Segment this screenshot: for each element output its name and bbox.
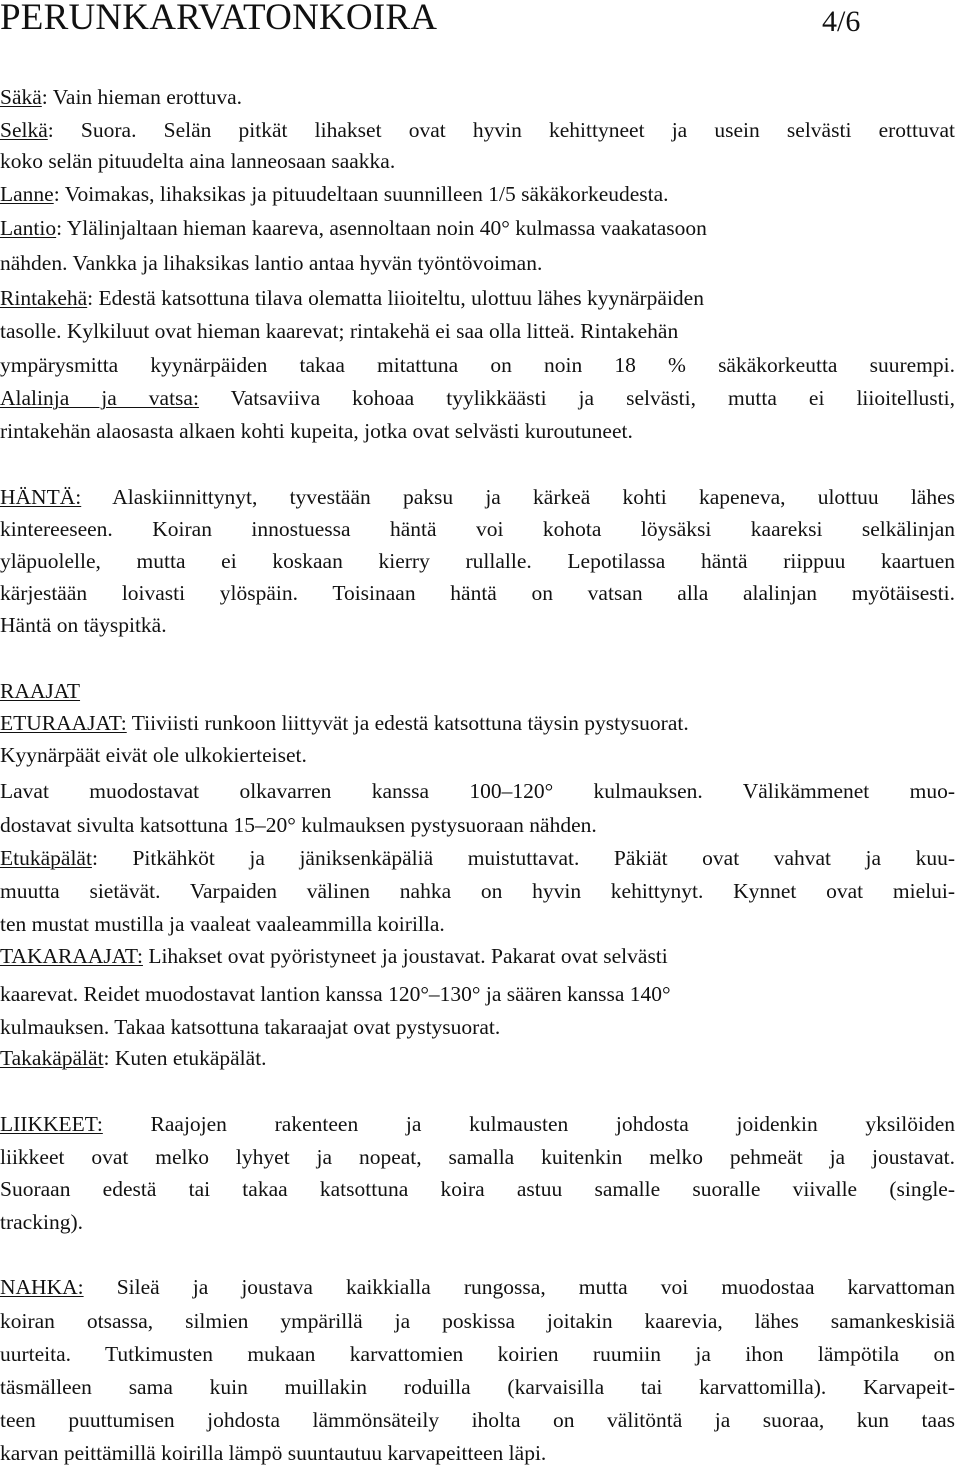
text-line <box>0 1306 955 1336</box>
section-line <box>0 843 955 873</box>
line-text: liikkeet ovat melko lyhyet ja nopeat, samalla kuitenkin melko pehmeät ja joustavat. <box>0 1145 955 1169</box>
text-line <box>0 248 955 278</box>
line-text: Alaskiinnittynyt, tyvestään paksu ja kärkeä kohti kapeneva, ulottuu lähes <box>112 485 955 509</box>
label-separator: : <box>56 216 67 240</box>
line-text: Kuten etukäpälät. <box>114 1046 267 1070</box>
text-line <box>0 1405 955 1435</box>
label-separator <box>81 485 112 509</box>
section-label: Säkä <box>0 85 42 109</box>
section-line <box>0 941 955 971</box>
section-line <box>0 115 955 145</box>
section-line <box>0 283 955 313</box>
section-line <box>0 708 955 738</box>
label-separator <box>84 1275 117 1299</box>
line-text: Voimakas, lihaksikas ja pituudeltaan suunnilleen 1/5 säkäkorkeudesta. <box>64 182 669 206</box>
section-line <box>0 1272 955 1302</box>
line-text: koiran otsassa, silmien ympärillä ja poskissa joitakin kaarevia, lähes samankeskisiä <box>0 1309 955 1333</box>
section-label: Etukäpälät <box>0 846 92 870</box>
text-line <box>0 909 955 939</box>
label-separator: : <box>41 85 53 109</box>
section-line <box>0 1043 955 1073</box>
line-text: Raajojen rakenteen ja kulmausten johdosta joidenkin yksilöiden <box>150 1112 955 1136</box>
section-label: Selkä <box>0 118 48 142</box>
text-line <box>0 546 955 576</box>
section-label: TAKARAAJAT: <box>0 944 143 968</box>
line-text: Edestä katsottuna tilava olematta liioiteltu, ulottuu lähes kyynärpäiden <box>98 286 704 310</box>
text-line <box>0 1339 955 1369</box>
line-text: Vatsaviiva kohoaa tyylikkäästi ja selvästi, mutta ei liioitellusti, <box>230 386 955 410</box>
section-line <box>0 179 955 209</box>
label-separator <box>199 386 231 410</box>
line-text: nähden. Vankka ja lihaksikas lantio antaa hyvän työntövoiman. <box>0 251 543 275</box>
line-text: teen puuttumisen johdosta lämmönsäteily iholta on välitöntä ja suoraa, kun taas <box>0 1408 955 1432</box>
section-line <box>0 1109 955 1139</box>
page-number: 4/6 <box>822 5 861 38</box>
label-separator: : <box>91 846 133 870</box>
line-text: ympärysmitta kyynärpäiden takaa mitattuna on noin 18 % säkäkorkeutta suurempi. <box>0 353 955 377</box>
section-label: HÄNTÄ: <box>0 485 82 509</box>
line-text: muutta sietävät. Varpaiden välinen nahka on hyvin kehittynyt. Kynnet ovat mielui- <box>0 879 955 903</box>
text-line <box>0 776 955 806</box>
section-label: Lanne <box>0 182 54 206</box>
label-separator: : <box>47 118 81 142</box>
line-text: Häntä on täyspitkä. <box>0 613 167 637</box>
line-text: täsmälleen sama kuin muillakin roduilla (karvaisilla tai karvattomilla). Karvapeit- <box>0 1375 955 1399</box>
line-text: kaarevat. Reidet muodostavat lantion kanssa 120°–130° ja säären kanssa 140° <box>0 982 671 1006</box>
section-label: Rintakehä <box>0 286 88 310</box>
text-line <box>0 1142 955 1172</box>
line-text: Pitkähköt ja jäniksenkäpäliä muistuttavat. Päkiät ovat vahvat ja kuu- <box>132 846 955 870</box>
text-line <box>0 876 955 906</box>
line-text: ten mustat mustilla ja vaaleat vaaleammilla koirilla. <box>0 912 445 936</box>
line-text: Lihakset ovat pyöristyneet ja joustavat. Pakarat ovat selvästi <box>148 944 668 968</box>
section-label: Takakäpälät <box>0 1046 104 1070</box>
line-text: tracking). <box>0 1210 83 1234</box>
line-text: rintakehän alaosasta alkaen kohti kupeita, jotka ovat selvästi kuroutuneet. <box>0 419 633 443</box>
text-line <box>0 350 955 380</box>
text-line <box>0 810 955 840</box>
label-separator <box>103 1112 151 1136</box>
text-line <box>0 514 955 544</box>
text-line <box>0 1207 955 1237</box>
text-line <box>0 979 955 1009</box>
line-text: Vain hieman erottuva. <box>52 85 243 109</box>
section-label: Alalinja ja vatsa: <box>0 386 199 410</box>
section-label: LIIKKEET: <box>0 1112 103 1136</box>
line-text: Ylälinjaltaan hieman kaareva, asennoltaan noin 40° kulmassa vaakatasoon <box>66 216 707 240</box>
line-text: karvan peittämillä koirilla lämpö suuntautuu karvapeitteen läpi. <box>0 1441 547 1465</box>
line-text: kärjestään loivasti ylöspäin. Toisinaan häntä on vatsan alla alalinjan myötäisesti. <box>0 581 955 605</box>
text-line <box>0 1438 955 1468</box>
section-line <box>0 482 955 512</box>
text-line <box>0 610 955 640</box>
section-label: ETURAAJAT: <box>0 711 127 735</box>
text-line <box>0 316 955 346</box>
line-text: uurteita. Tutkimusten mukaan karvattomien koirien ruumiin ja ihon lämpötila on <box>0 1342 955 1366</box>
text-line <box>0 740 955 770</box>
text-line <box>0 416 955 446</box>
section-line <box>0 383 955 413</box>
line-text: kulmauksen. Takaa katsottuna takaraajat ovat pystysuorat. <box>0 1015 501 1039</box>
line-text: tasolle. Kylkiluut ovat hieman kaarevat; rintakehä ei saa olla litteä. Rintakehän <box>0 319 679 343</box>
line-text: Tiiviisti runkoon liittyvät ja edestä katsottuna täysin pystysuorat. <box>131 711 689 735</box>
line-text: koko selän pituudelta aina lanneosaan saakka. <box>0 149 396 173</box>
label-separator: : <box>103 1046 115 1070</box>
text-line <box>0 1012 955 1042</box>
line-text: Kyynärpäät eivät ole ulkokierteiset. <box>0 743 307 767</box>
line-text: Sileä ja joustava kaikkialla rungossa, mutta voi muodostaa karvattoman <box>116 1275 956 1299</box>
line-text: Suoraan edestä tai takaa katsottuna koira astuu samalle suoralle viivalle (single- <box>0 1177 955 1201</box>
label-separator: : <box>87 286 99 310</box>
text-line <box>0 1372 955 1402</box>
text-line <box>0 1174 955 1204</box>
section-line <box>0 213 955 243</box>
line-text: kintereeseen. Koiran innostuessa häntä voi kohota löysäksi kaareksi selkälinjan <box>0 517 955 541</box>
section-label: NAHKA: <box>0 1275 84 1299</box>
text-line <box>0 578 955 608</box>
text-line <box>0 146 955 176</box>
section-line <box>0 82 955 112</box>
section-label: Lantio <box>0 216 57 240</box>
section-line <box>0 676 955 706</box>
line-text: Lavat muodostavat olkavarren kanssa 100–120° kulmauksen. Välikämmenet muo- <box>0 779 955 803</box>
line-text: dostavat sivulta katsottuna 15–20° kulmauksen pystysuoraan nähden. <box>0 813 597 837</box>
page-header <box>0 0 960 44</box>
line-text: Suora. Selän pitkät lihakset ovat hyvin kehittyneet ja usein selvästi erottuvat <box>80 118 955 142</box>
line-text: yläpuolelle, mutta ei koskaan kierry rullalle. Lepotilassa häntä riippuu kaartuen <box>0 549 955 573</box>
label-separator: : <box>53 182 65 206</box>
section-label: RAAJAT <box>0 679 81 703</box>
document-title: PERUNKARVATONKOIRA <box>0 0 438 38</box>
